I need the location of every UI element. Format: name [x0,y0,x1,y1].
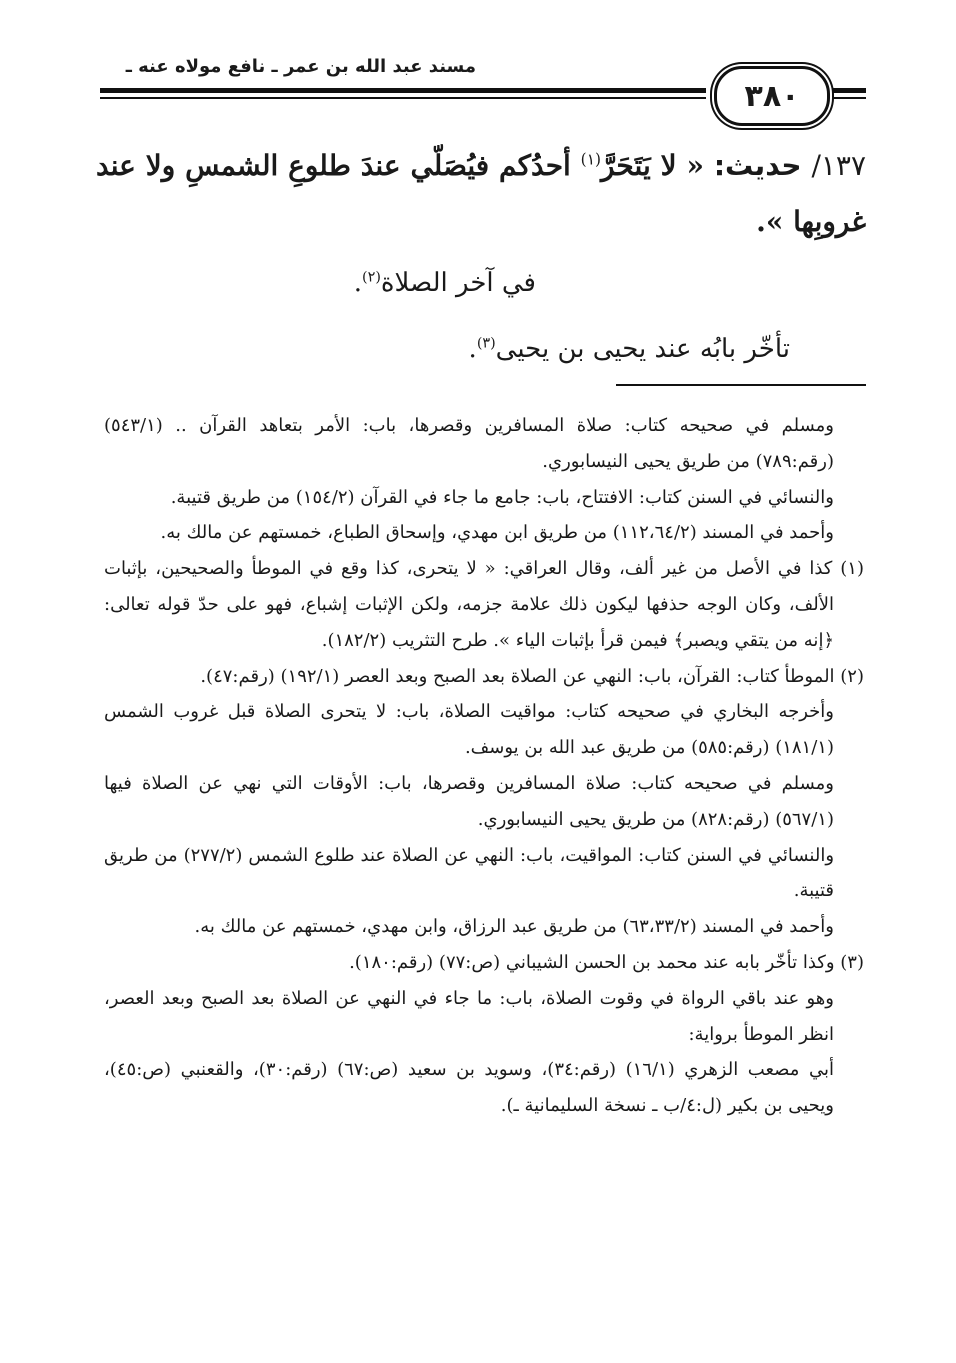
delay-text: تأخّر بابُه عند يحيى بن يحيى [495,334,790,364]
hadith-entry [96,138,866,250]
footnote-ref-1: (١) [580,150,601,169]
delay-line [96,316,866,382]
footnote-continuation: وهو عند باقي الرواة في وقوت الصلاة، باب: ما جاء في النهي عن الصلاة بعد الصبح وبعد العصر، انظر الموطأ برواية: [104,987,834,1045]
footnote-separator [616,384,866,386]
footnotes [104,408,864,1124]
header-rule-right-thick [830,88,866,93]
footnote-1: (١) كذا في الأصل من غير ألف، وقال العراقي: « لا يتحرى، كذا وقع في الموطأ والصحيحين، بإثبات الألف، وكان الوجه حذفها ليكون ذلك علامة جزمه، ولكن الإثبات إشباع، فهو على حدّ قوله تعالى: ﴿إنه من يتقي ويصبر﴾ فيمن قرأ بإثبات الياء ». طرح التثريب (١٨٢/٢). [104,558,864,651]
footnote-continuation: والنسائي في السنن كتاب: المواقيت، باب: النهي عن الصلاة عند طلوع الشمس (٢٧٧/٢) من طريق قتيبة. [104,844,835,902]
running-head: مسند عبد الله بن عمر ـ نافع مولاه عنه ـ [125,56,476,77]
footnote-2: (٢) الموطأ كتاب: القرآن، باب: النهي عن الصلاة بعد الصبح وبعد العصر (١٩٢/١) (رقم:٤٧). [200,665,864,687]
page-header [100,52,866,124]
footnote-continuation: وأحمد في المسند (١١٢،٦٤/٢) من طريق ابن مهدي، وإسحاق الطباع، خمستهم عن مالك به. [160,522,834,544]
hadith-text-b: أحدُكم فيُصَلّي عندَ طلوعِ الشمسِ ولا عند غروبِها ». [96,149,866,238]
page-number-badge [714,66,830,126]
footnote-continuation: وأخرجه البخاري في صحيحه كتاب: مواقيت الصلاة، باب: لا يتحرى الصلاة قبل غروب الشمس (١٨١/١) (رقم:٥٨٥) من طريق عبد الله بن يوسف. [104,701,834,759]
placement-end: . [353,268,363,298]
header-rule-thin [100,97,706,99]
footnote-continuation: ومسلم في صحيحه كتاب: صلاة المسافرين وقصرها، باب: الأوقات التي نهي عن الصلاة فيها (٥٦٧/١) (رقم:٨٢٨) من طريق يحيى النيسابوري. [104,772,834,830]
hadith-text-a: « لا يَتَحَرَّ [600,149,704,182]
footnote-continuation: ومسلم في صحيحه كتاب: صلاة المسافرين وقصرها، باب: الأمر بتعاهد القرآن .. (٥٤٣/١) (رقم:٧٨٩) من طريق يحيى النيسابوري. [104,415,834,472]
page-number: ٣٨٠ [744,78,800,114]
footnote-continuation: والنسائي في السنن كتاب: الافتتاح، باب: جامع ما جاء في القرآن (١٥٤/٢) من طريق قتيبة. [170,486,834,508]
hadith-keyword: حديث: [713,149,802,182]
footnote-continuation: وأحمد في المسند (٦٣،٣٣/٢) من طريق عبد الرزاق، وابن مهدي، خمستهم عن مالك به. [194,916,834,938]
hadith-number: ١٣٧/ [811,149,866,182]
header-rule-right-thin [830,97,866,99]
footnote-ref-3: (٣) [476,335,496,352]
footnote-3: (٣) وكذا تأخّر بابه عند محمد بن الحسن الشيباني (ص:٧٧) (رقم:١٨٠). [349,951,864,973]
header-rule-thick [100,88,706,93]
footnote-continuation: أبي مصعب الزهري (١٦/١) (رقم:٣٤)، وسويد بن سعيد (ص:٦٧) (رقم:٣٠)، والقعنبي (ص:٤٥)، ويحيى بن بكير (ل:٤/ب ـ نسخة السليمانية ـ). [104,1059,834,1117]
placement-text: في آخر الصلاة [380,268,536,298]
footnote-ref-2: (٢) [362,269,381,286]
placement-line [96,250,866,316]
main-text [96,138,866,382]
delay-end: . [468,334,477,364]
